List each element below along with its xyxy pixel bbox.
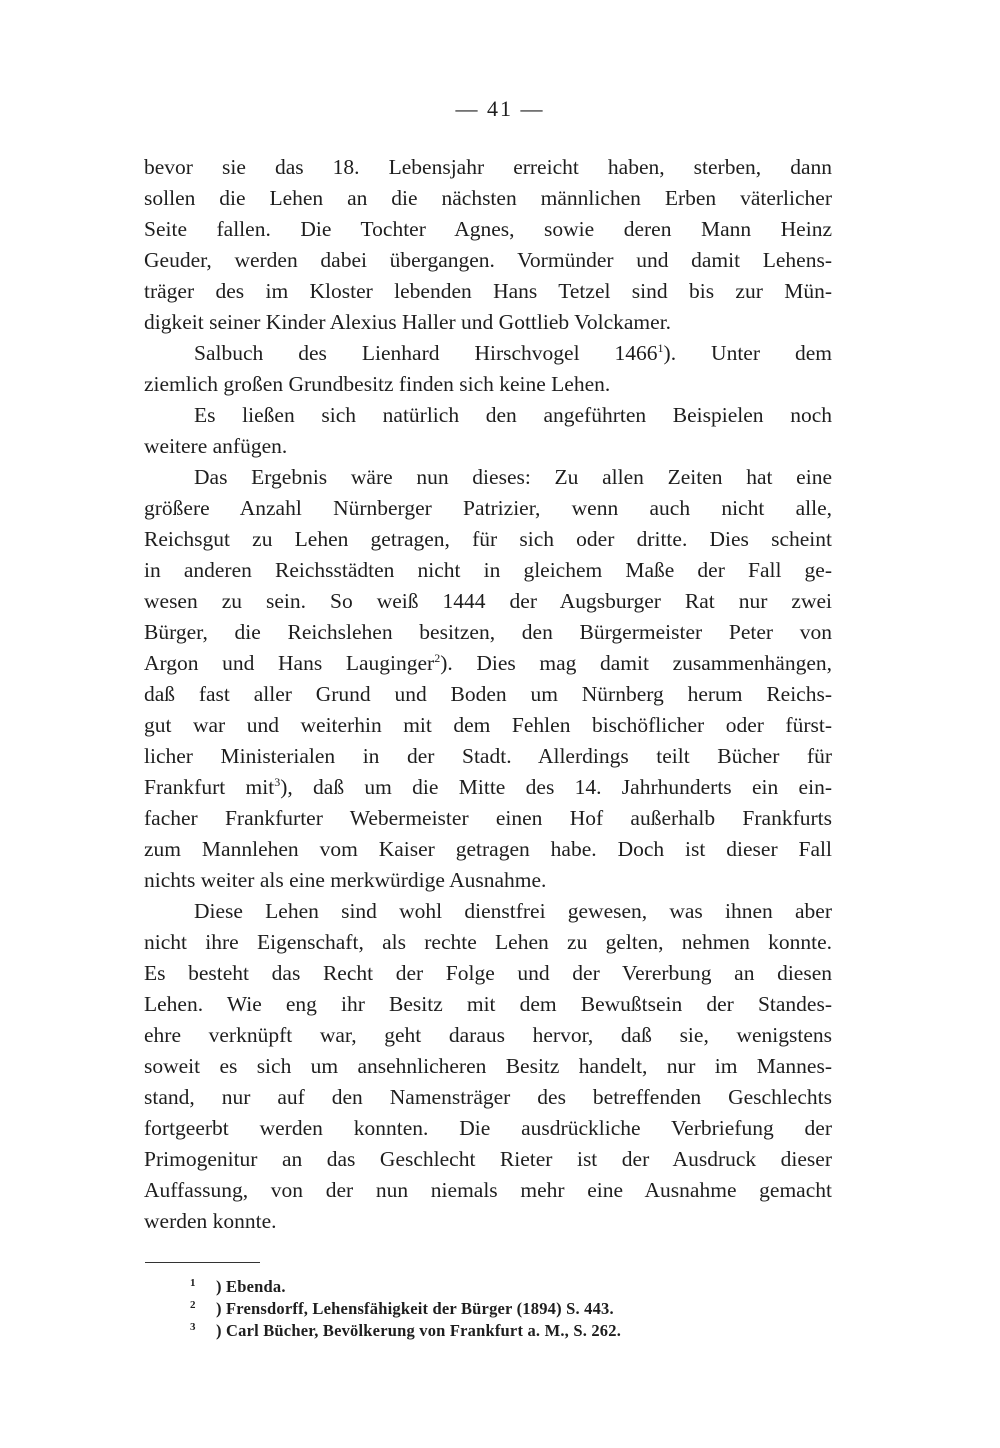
footnote-ref-2[interactable]: 2: [434, 651, 441, 665]
text-line: Seite fallen. Die Tochter Agnes, sowie deren Mann Heinz: [144, 217, 832, 241]
text-line-with-footnote-ref: [144, 772, 832, 803]
text-line: größere Anzahl Nürnberger Patrizier, wenn auch nicht alle,: [144, 496, 832, 520]
text-line: Es besteht das Recht der Folge und der Vererbung an diesen: [144, 961, 832, 985]
text-line: träger des im Kloster lebenden Hans Tetzel sind bis zur Mün-: [144, 279, 832, 303]
text-line: licher Ministerialen in der Stadt. Allerdings teilt Bücher für: [144, 744, 832, 768]
line-text: ). Unter dem: [663, 341, 832, 365]
line-text: ), daß um die Mitte des 14. Jahrhunderts ein ein-: [280, 775, 832, 799]
footnote-ref-1[interactable]: 1: [657, 341, 664, 355]
text-line: sollen die Lehen an die nächsten männlichen Erben väterlicher: [144, 186, 832, 210]
text-line: soweit es sich um ansehnlicheren Besitz handelt, nur im Mannes-: [144, 1054, 832, 1078]
footnote-divider: [145, 1262, 260, 1263]
text-line: nicht ihre Eigenschaft, als rechte Lehen zu gelten, nehmen konnte.: [144, 930, 832, 954]
text-line: bevor sie das 18. Lebensjahr erreicht haben, sterben, dann: [144, 155, 832, 179]
footnote-text: ) Ebenda.: [216, 1277, 286, 1296]
text-line: nichts weiter als eine merkwürdige Ausnahme.: [144, 868, 547, 892]
text-line: facher Frankfurter Webermeister einen Hof außerhalb Frankfurts: [144, 806, 832, 830]
text-line: digkeit seiner Kinder Alexius Haller und Gottlieb Volckamer.: [144, 310, 672, 334]
line-text: Argon und Hans Lauginger: [144, 651, 435, 675]
footnote-ref-3[interactable]: 3: [274, 775, 281, 789]
text-line: ehre verknüpft war, geht daraus hervor, daß sie, wenigstens: [144, 1023, 832, 1047]
text-line: Lehen. Wie eng ihr Besitz mit dem Bewußtsein der Standes-: [144, 992, 832, 1016]
text-line: Diese Lehen sind wohl dienstfrei gewesen, was ihnen aber: [194, 899, 832, 923]
text-line-with-footnote-ref: [144, 648, 832, 679]
text-line: fortgeerbt werden konnten. Die ausdrückliche Verbriefung der: [144, 1116, 832, 1140]
footnote-text: ) Frensdorff, Lehensfähigkeit der Bürger (1894) S. 443.: [216, 1299, 614, 1318]
text-line: werden konnte.: [144, 1209, 277, 1233]
footnote-3: [190, 1320, 830, 1342]
text-line: weitere anfügen.: [144, 434, 288, 458]
page-number: — 41 —: [455, 96, 545, 121]
text-line: Reichsgut zu Lehen getragen, für sich oder dritte. Dies scheint: [144, 527, 832, 551]
footnote-number: 2: [190, 1299, 196, 1311]
text-line: daß fast aller Grund und Boden um Nürnberg herum Reichs-: [144, 682, 832, 706]
text-line-with-footnote-ref: [144, 338, 832, 369]
text-line: stand, nur auf den Namensträger des betreffenden Geschlechts: [144, 1085, 832, 1109]
footnote-mark: [190, 1320, 216, 1342]
text-line: in anderen Reichsstädten nicht in gleichem Maße der Fall ge-: [144, 558, 832, 582]
footnote-mark: [190, 1276, 216, 1298]
footnote-1: [190, 1276, 830, 1298]
text-line: Geuder, werden dabei übergangen. Vormünder und damit Lehens-: [144, 248, 832, 272]
text-line: Das Ergebnis wäre nun dieses: Zu allen Zeiten hat eine: [194, 465, 832, 489]
text-line: Primogenitur an das Geschlecht Rieter ist der Ausdruck dieser: [144, 1147, 832, 1171]
footnote-number: 1: [190, 1277, 196, 1289]
text-line: gut war und weiterhin mit dem Fehlen bischöflicher oder fürst-: [144, 713, 832, 737]
line-text: Frankfurt mit: [144, 775, 275, 799]
text-line: Es ließen sich natürlich den angeführten Beispielen noch: [194, 403, 832, 427]
footnote-mark: [190, 1298, 216, 1320]
footnote-text: ) Carl Bücher, Bevölkerung von Frankfurt a. M., S. 262.: [216, 1321, 622, 1340]
line-text: ). Dies mag damit zusammenhängen,: [440, 651, 833, 675]
body-text: [144, 152, 832, 1237]
footnotes: [190, 1276, 830, 1342]
line-text: Salbuch des Lienhard Hirschvogel 1466: [194, 341, 658, 365]
text-line: wesen zu sein. So weiß 1444 der Augsburger Rat nur zwei: [144, 589, 832, 613]
text-line: Bürger, die Reichslehen besitzen, den Bürgermeister Peter von: [144, 620, 832, 644]
text-line: ziemlich großen Grundbesitz finden sich keine Lehen.: [144, 372, 611, 396]
text-line: Auffassung, von der nun niemals mehr eine Ausnahme gemacht: [144, 1178, 832, 1202]
footnote-number: 3: [190, 1321, 196, 1333]
text-line: zum Mannlehen vom Kaiser getragen habe. Doch ist dieser Fall: [144, 837, 832, 861]
footnote-2: [190, 1298, 830, 1320]
